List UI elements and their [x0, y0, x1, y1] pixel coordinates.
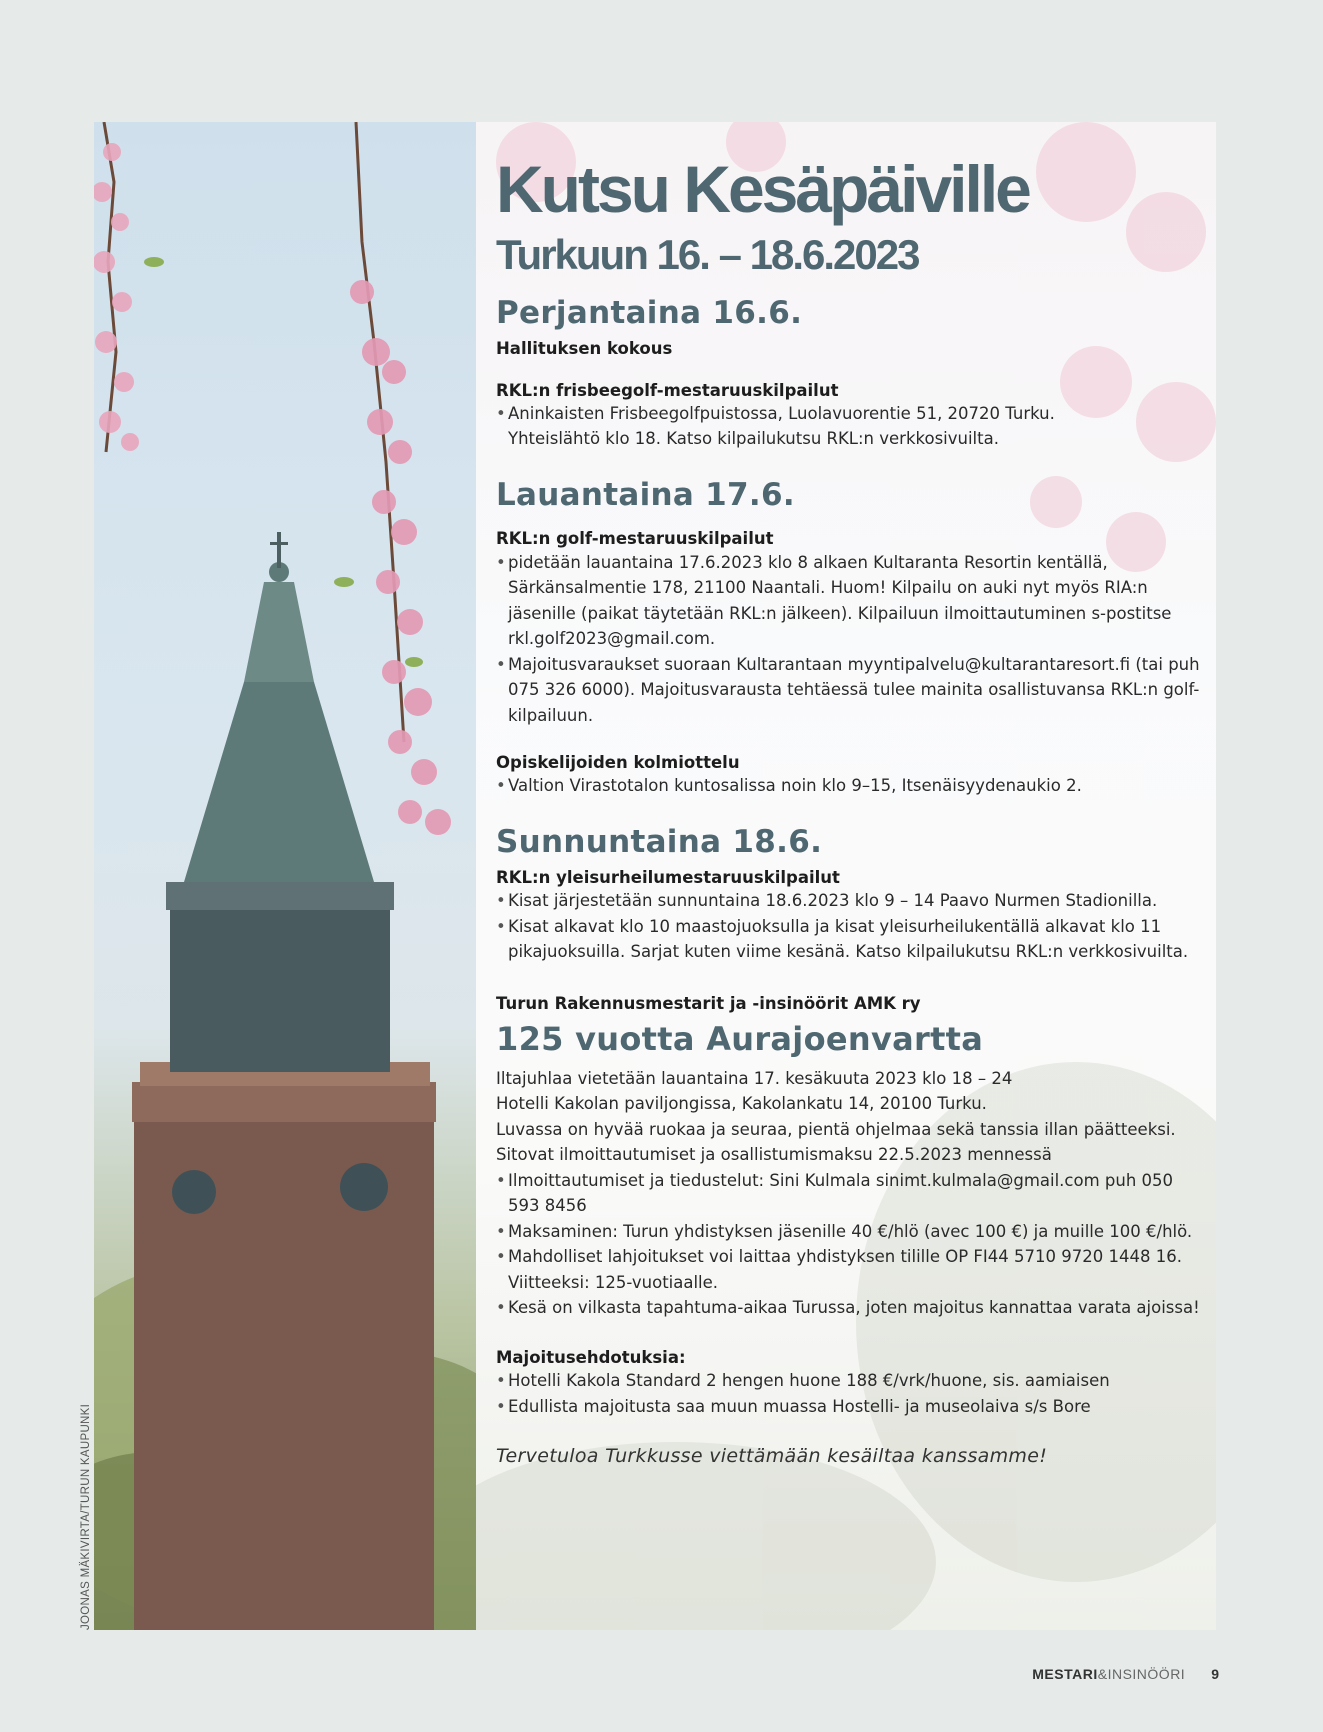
list-item: • Kisat alkavat klo 10 maastojuoksulla ja kisat yleisurheilukentällä alkavat klo 11 pikajuoksuilla. Sarjat kuten viime kesänä. Katso kilpailukutsu RKL:n verkkosivuilta. [496, 914, 1208, 965]
text-panel [476, 122, 1216, 1630]
cathedral-illustration [94, 122, 476, 1630]
list-item: • Aninkaisten Frisbeegolfpuistossa, Luolavuorentie 51, 20720 Turku. Yhteislähtö klo 18. Katso kilpailukutsu RKL:n verkkosivuilta. [496, 401, 1098, 452]
brand-light: &INSINÖÖRI [1097, 1666, 1186, 1682]
article-page [94, 122, 1216, 1630]
anniversary-organizer: Turun Rakennusmestarit ja -insinöörit AMK ry [496, 993, 921, 1013]
friday-section [496, 296, 1208, 452]
list-item: • Kesä on vilkasta tapahtuma-aikaa Turussa, joten majoitus kannattaa varata ajoissa! [496, 1295, 1208, 1321]
brand-bold: MESTARI [1032, 1666, 1098, 1682]
anniversary-intro: Iltajuhlaa vietetään lauantaina 17. kesäkuuta 2023 klo 18 – 24 Hotelli Kakolan paviljongissa, Kakolankatu 14, 20100 Turku. Luvassa on hyvää ruokaa ja seuraa, pientä ohjelmaa sekä tanssia illan päätteeksi. Sitovat ilmoittautumiset ja osallistumismaksu 22.5.2023 mennessä [496, 1068, 1176, 1165]
accommodation-bullets [496, 1368, 1208, 1419]
friday-item-title: RKL:n frisbeegolf-mestaruuskilpailut [496, 380, 839, 400]
anniversary-section [496, 993, 1208, 1321]
friday-item-title: Hallituksen kokous [496, 339, 673, 359]
page-title: Kutsu Kesäpäiville [496, 152, 1029, 226]
page-subtitle: Turkuun 16. – 18.6.2023 [496, 231, 919, 278]
list-item: • pidetään lauantaina 17.6.2023 klo 8 alkaen Kultaranta Resortin kentällä, Särkänsalmentie 178, 21100 Naantali. Huom! Kilpailu on auki nyt myös RIA:n jäsenille (paikat täytetään RKL:n jälkeen). Kilpailuun ilmoittautuminen s-postitse rkl.golf2023@gmail.com. [496, 550, 1208, 652]
magazine-brand [1032, 1666, 1185, 1682]
list-item: • Mahdolliset lahjoitukset voi laittaa yhdistyksen tilille OP FI44 5710 9720 1448 16. Viitteeksi: 125-vuotiaalle. [496, 1244, 1208, 1295]
sunday-heading: Sunnuntaina 18.6. [496, 823, 823, 860]
list-item: • Ilmoittautumiset ja tiedustelut: Sini Kulmala sinimt.kulmala@gmail.com puh 050 593 8456 [496, 1168, 1208, 1219]
anniversary-bullets [496, 1168, 1208, 1321]
list-item: • Maksaminen: Turun yhdistyksen jäsenille 40 €/hlö (avec 100 €) ja muille 100 €/hlö. [496, 1219, 1208, 1245]
list-item: • Kisat järjestetään sunnuntaina 18.6.2023 klo 9 – 14 Paavo Nurmen Stadionilla. [496, 888, 1208, 914]
list-item: • Majoitusvaraukset suoraan Kultarantaan myyntipalvelu@kultarantaresort.fi (tai puh 075 326 6000). Majoitusvarausta tehtäessä tulee mainita osallistuvansa RKL:n golf-kilpailuun. [496, 652, 1208, 729]
article-content [496, 152, 1208, 1468]
photo-credit: JOONAS MÄKIVIRTA/TURUN KAUPUNKI [80, 1403, 92, 1630]
cathedral-photo [94, 122, 476, 1630]
page-footer [1032, 1666, 1219, 1682]
saturday-item-title: Opiskelijoiden kolmiottelu [496, 753, 740, 772]
friday-bullets [496, 401, 1208, 452]
sunday-item-title: RKL:n yleisurheilumestaruuskilpailut [496, 868, 840, 888]
closing-line: Tervetuloa Turkkusse viettämään kesäiltaa kanssamme! [496, 1445, 1048, 1468]
list-item: • Edullista majoitusta saa muun muassa Hostelli- ja museolaiva s/s Bore [496, 1394, 1208, 1420]
saturday-heading: Lauantaina 17.6. [496, 476, 795, 513]
saturday-golf-bullets [496, 550, 1208, 729]
friday-heading: Perjantaina 16.6. [496, 295, 803, 331]
saturday-section [496, 478, 1208, 799]
accommodation-title: Majoitusehdotuksia: [496, 1347, 686, 1367]
list-item: • Hotelli Kakola Standard 2 hengen huone 188 €/vrk/huone, sis. aamiaisen [496, 1368, 1208, 1394]
saturday-item-title: RKL:n golf-mestaruuskilpailut [496, 529, 774, 549]
accommodation-section [496, 1347, 1208, 1419]
page-number: 9 [1211, 1666, 1219, 1682]
saturday-student-bullets [496, 773, 1208, 799]
sunday-bullets [496, 888, 1208, 965]
anniversary-heading: 125 vuotta Aurajoenvartta [496, 1020, 984, 1059]
sunday-section [496, 825, 1208, 965]
list-item: • Valtion Virastotalon kuntosalissa noin klo 9–15, Itsenäisyydenaukio 2. [496, 773, 1208, 799]
